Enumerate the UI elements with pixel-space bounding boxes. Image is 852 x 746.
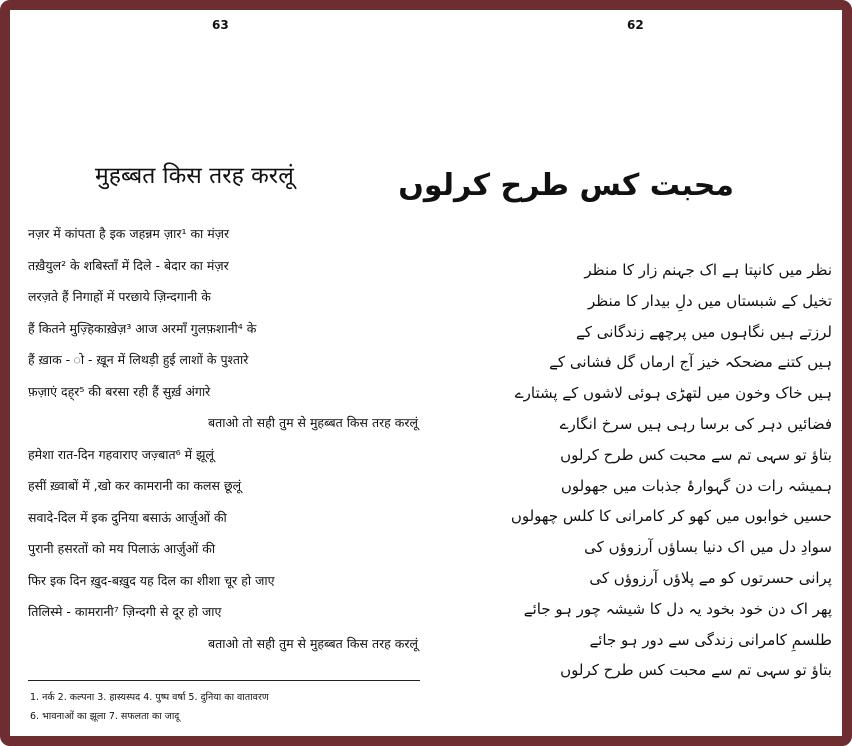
verse-line: ہیں خاک وخون میں لتھڑی ہوئی لاشوں کے پشتارے	[514, 384, 832, 403]
verse-line: तिलिस्मे - कामरानी⁷ ज़िन्दगी से दूर हो जाए	[28, 604, 222, 619]
verse-line: हैं ख़ाक - ो - ख़ून में लिथड़ी हुई लाशों के पुश्तारे	[28, 352, 249, 367]
footnote-divider	[28, 680, 420, 681]
footnote-line: 6. भावनाओं का झूला 7. सफलता का जादू	[30, 711, 180, 722]
verse-line: پرانی حسرتوں کو مے پلاؤں آرزوؤں کی	[589, 568, 832, 587]
verse-line: लरज़ते हैं निगाहों में परछाये ज़िन्दगानी के	[28, 289, 211, 304]
verse-line: हमेशा रात-दिन गहवाराए जज़्बात⁶ में झूलूं	[28, 446, 214, 462]
poem-title-urdu: محبت کس طرح کرلوں	[398, 168, 734, 203]
poem-title-hindi: मुहब्बत किस तरह करलूं	[95, 163, 294, 189]
verse-line: لرزتے ہیں نگاہوں میں پرچھے زندگانی کے	[576, 322, 832, 341]
verse-line: हैं कितने मुज़्हिकाख़ेज़³ आज अरमाँ गुलफ़शानी⁴ के	[28, 320, 257, 336]
right-page-urdu	[398, 10, 852, 736]
footnote-line: 1. नर्क 2. कल्पना 3. हास्यस्पद 4. पुष्प वर्षा 5. दुनिया का वातावरण	[30, 692, 269, 703]
refrain-line: बताओ तो सही तुम से मुहब्बत किस तरह करलूं	[208, 415, 418, 430]
verse-line: सवादे-दिल में इक दुनिया बसाऊं आर्ज़ुओं की	[28, 509, 227, 525]
verse-line: नज़र में कांपता है इक जहन्नम ज़ार¹ का मंज़र	[28, 226, 230, 241]
verse-line: طلسمِ کامرانی زندگی سے دور ہو جائے	[589, 630, 832, 649]
verse-line: نظر میں کانپتا ہے اک جہنم زار کا منظر	[584, 261, 832, 279]
refrain-line: بتاؤ تو سہی تم سے محبت کس طرح کرلوں	[560, 661, 832, 680]
verse-line: فضائیں دہر کی برسا رہی ہیں سرخ انگارے	[559, 414, 832, 433]
verse-line: पुरानी हसरतों को मय पिलाऊं आर्ज़ुओं की	[28, 541, 216, 556]
verse-line: फ़ज़ाएं दह्‌र⁵ की बरसा रही हैं सुर्ख़ अंगारे	[28, 383, 211, 399]
verse-line: ہیں کتنے مضحکہ خیز آج ارماں گل فشانی کے	[549, 353, 832, 372]
verse-line: तख़ैयुल² के शबिस्ताँ में दिले - बेदार का मंज़र	[28, 257, 229, 273]
verse-line: ہمیشہ رات دن گہوارۂ جذبات میں جھولوں	[560, 476, 832, 495]
page-number-right: 62	[627, 18, 644, 32]
poem-body-hindi	[28, 218, 428, 659]
poem-body-urdu	[511, 255, 832, 686]
refrain-line: بتاؤ تو سہی تم سے محبت کس طرح کرلوں	[560, 445, 832, 464]
page-number-left: 63	[212, 18, 229, 32]
verse-line: फिर इक दिन ख़ुद-बख़ुद यह दिल का शीशा चूर हो जाए	[28, 572, 275, 588]
left-page-hindi	[10, 10, 440, 736]
verse-line: حسیں خوابوں میں کھو کر کامرانی کا کلس چھولوں	[510, 507, 832, 526]
verse-line: پھر اک دن خود بخود یہ دل کا شیشہ چور ہو جائے	[523, 599, 832, 618]
verse-line: سوادِ دل میں اک دنیا بساؤں آرزوؤں کی	[584, 538, 832, 557]
refrain-line: बताओ तो सही तुम से मुहब्बत किस तरह करलूं	[208, 635, 418, 651]
verse-line: تخیل کے شبستاں میں دلِ بیدار کا منظر	[587, 291, 832, 310]
verse-line: हसीं ख़्वाबों में ,खो कर कामरानी का कलस छूलूं	[28, 478, 242, 493]
